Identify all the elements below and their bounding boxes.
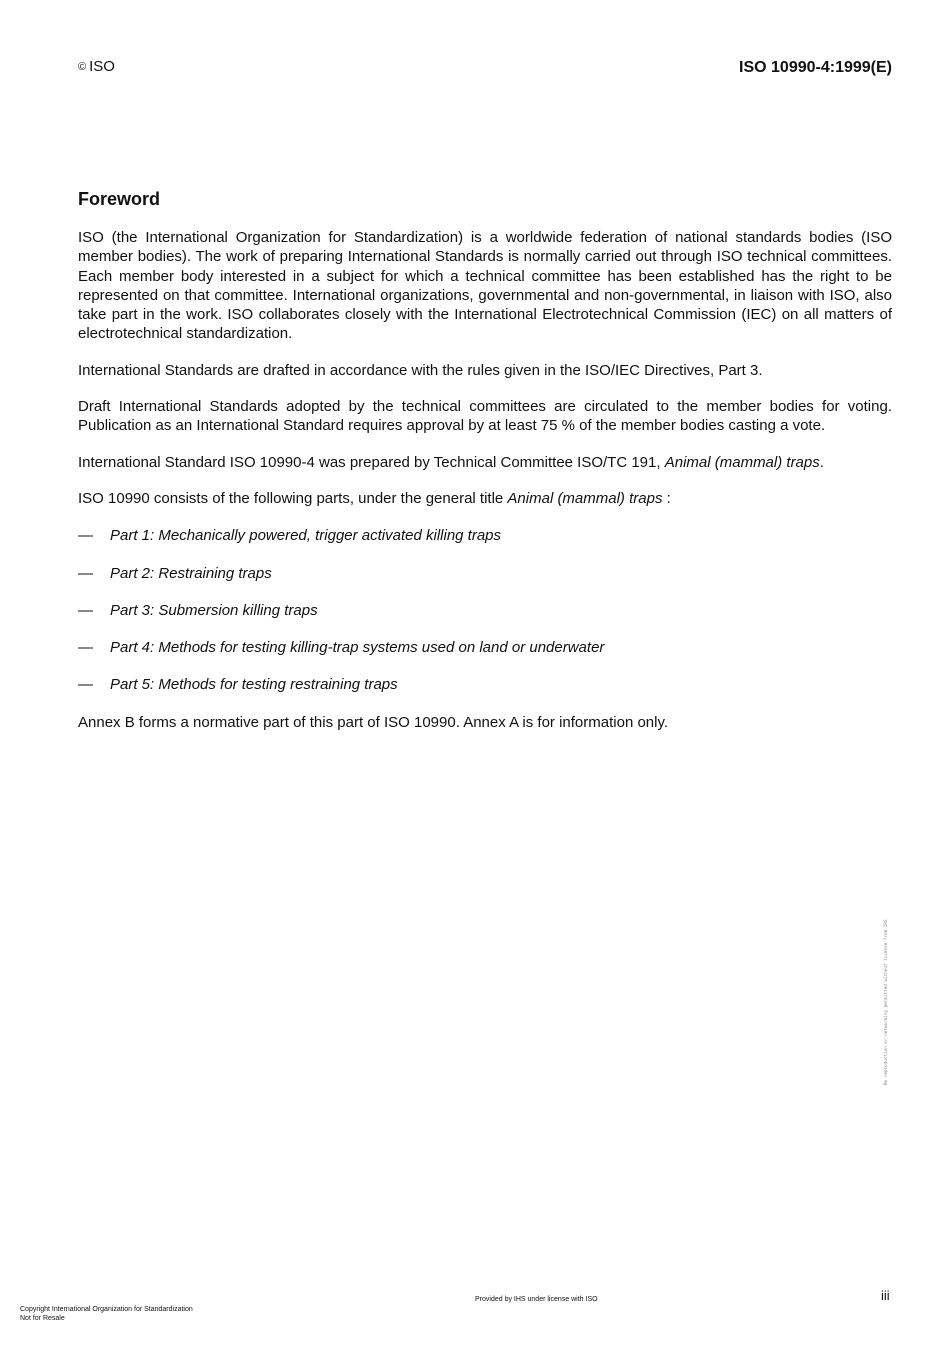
list-dash: — (78, 639, 93, 657)
list-dash: — (78, 676, 93, 694)
resale-line: Not for Resale (20, 1315, 65, 1322)
part-title: Part 1: Mechanically powered, trigger activated killing traps (110, 527, 502, 545)
list-item (78, 638, 892, 657)
parts-list (78, 526, 892, 694)
page-number: iii (881, 1288, 890, 1303)
part-title: Part 2: Restraining traps (110, 564, 272, 582)
foreword-section (78, 189, 892, 749)
copyright-symbol: © (78, 61, 87, 73)
header-copyright (78, 58, 115, 75)
list-dash: — (78, 564, 93, 582)
list-item (78, 675, 892, 694)
copyright-line: Copyright International Organization for Standardization (20, 1306, 193, 1313)
paragraph-directives: International Standards are drafted in accordance with the rules given in the ISO/IEC Directives, Part 3. (78, 361, 763, 379)
paragraph-iso-intro: ISO (the International Organization for Standardization) is a worldwide federation of national standards bodies (ISO member bodies). The work of preparing International Standards is normally carried out through ISO technical committees. Each member body interested in a subject for which a technical committee has been established has the right to be represented on that committee. International organizations, governmental and non-governmental, in liaison with ISO, also take part in the work. ISO collaborates closely with the International Electrotechnical Commission (IEC) on all matters of electrotechnical standardization. (78, 229, 892, 343)
copyright-notice (20, 1305, 193, 1323)
consists-of-text: ISO 10990 consists of the following parts, under the general title (78, 489, 508, 507)
part-title: Part 3: Submersion killing traps (110, 601, 318, 619)
list-dash: — (78, 601, 93, 619)
prepared-by-end: . (819, 453, 824, 471)
list-item (78, 564, 892, 583)
paragraph-consists-of (78, 489, 892, 508)
list-item (78, 526, 892, 545)
paragraph-voting: Draft International Standards adopted by the technical committees are circulated to the member bodies for voting. Publication as an International Standard requires approval by at least 75 % of the member bodies casting a vote. (78, 398, 892, 435)
provided-by-notice: Provided by IHS under license with ISO (475, 1296, 598, 1303)
paragraph-prepared-by (78, 453, 892, 472)
watermark-text: No reproduction or networking permitted without license from IHS (884, 919, 889, 1085)
prepared-by-text: International Standard ISO 10990-4 was prepared by Technical Committee ISO/TC 191, (78, 453, 665, 471)
prepared-by-title: Animal (mammal) traps (664, 453, 820, 471)
part-title: Part 5: Methods for testing restraining traps (110, 676, 398, 694)
license-watermark (883, 900, 891, 1085)
paragraph-annex-note: Annex B forms a normative part of this part of ISO 10990. Annex A is for information only. (78, 713, 669, 731)
document-id: ISO 10990-4:1999(E) (739, 59, 892, 76)
consists-of-title: Animal (mammal) traps (507, 489, 663, 507)
consists-of-end: : (662, 489, 671, 507)
header-organization: ISO (89, 58, 115, 75)
list-dash: — (78, 527, 93, 545)
list-item (78, 601, 892, 620)
section-title: Foreword (78, 189, 161, 209)
part-title: Part 4: Methods for testing killing-trap systems used on land or underwater (110, 639, 605, 657)
